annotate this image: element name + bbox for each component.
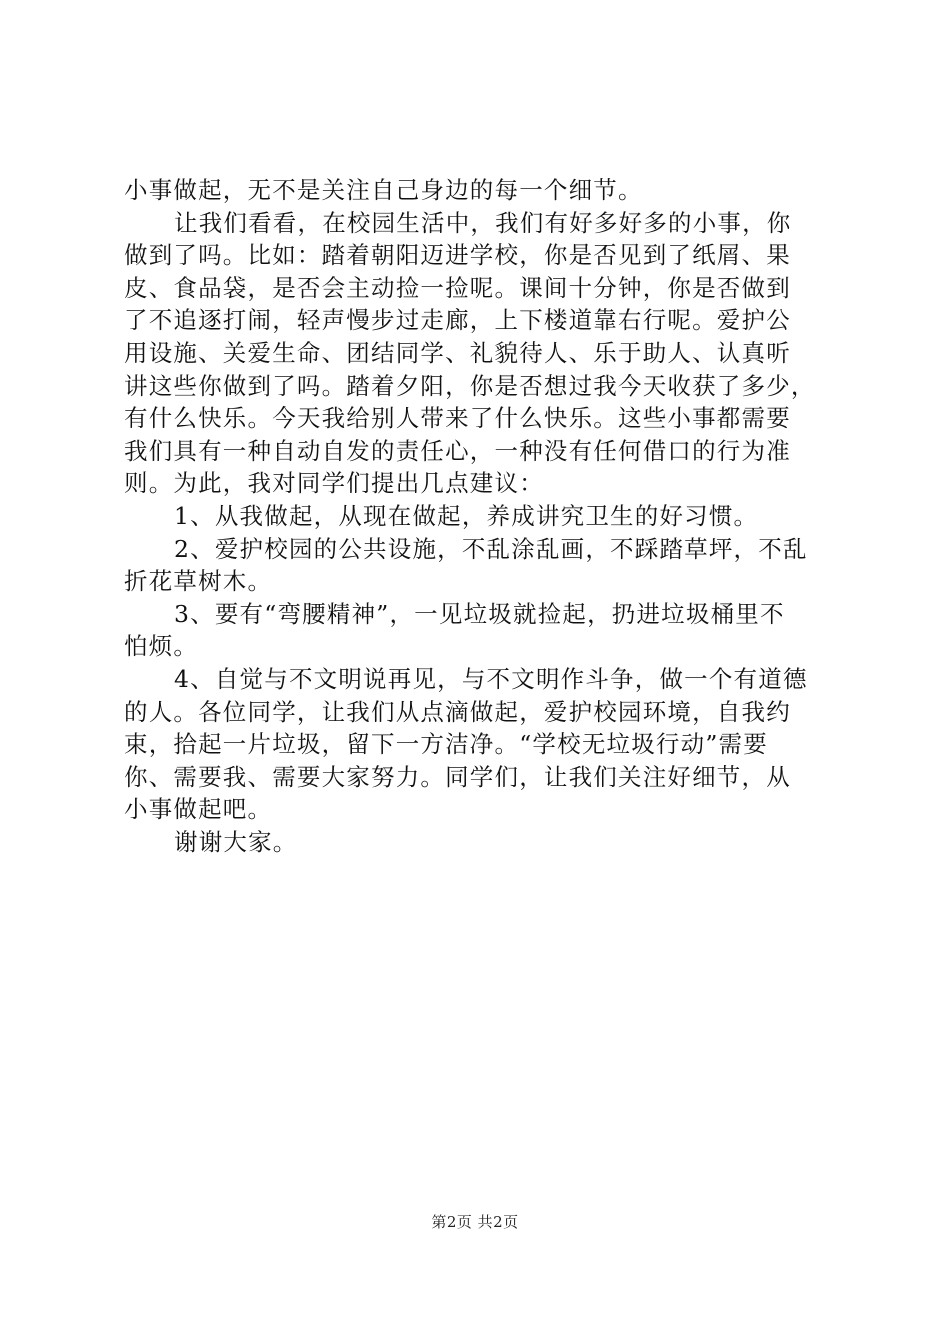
text-line: 了不追逐打闹，轻声慢步过走廊，上下楼道靠右行呢。爱护公 [124, 306, 791, 335]
text-line: 折花草树木。 [124, 567, 273, 596]
suggestion-3-line: 3、要有“弯腰精神”，一见垃圾就捡起，扔进垃圾桶里不 [174, 599, 785, 628]
text-line: 让我们看看，在校园生活中，我们有好多好多的小事，你 [174, 208, 792, 237]
text-line: 做到了吗。比如：踏着朝阳迈进学校，你是否见到了纸屑、果 [124, 241, 791, 270]
document-body [124, 174, 834, 858]
text-line: 小事做起，无不是关注自己身边的每一个细节。 [124, 176, 643, 204]
text-line: 怕烦。 [124, 632, 199, 661]
text-line: 用设施、关爱生命、团结同学、礼貌待人、乐于助人、认真听 [124, 338, 791, 367]
text-line: 有什么快乐。今天我给别人带来了什么快乐。这些小事都需要 [124, 404, 791, 433]
text-line: 束，拾起一片垃圾，留下一方洁净。“学校无垃圾行动”需要 [124, 730, 768, 759]
text-line: 皮、食品袋，是否会主动捡一捡呢。课间十分钟，你是否做到 [124, 273, 791, 302]
text-line: 的人。各位同学，让我们从点滴做起，爱护校园环境，自我约 [124, 697, 791, 726]
text-line: 讲这些你做到了吗。踏着夕阳，你是否想过我今天收获了多少， [124, 371, 816, 400]
text-line: 我们具有一种自动自发的责任心，一种没有任何借口的行为准 [124, 436, 791, 465]
suggestion-2-line: 2、爱护校园的公共设施，不乱涂乱画，不踩踏草坪，不乱 [174, 534, 808, 563]
suggestion-4-line: 4、自觉与不文明说再见，与不文明作斗争，做一个有道德 [174, 664, 808, 693]
suggestion-1-line: 1、从我做起，从现在做起，养成讲究卫生的好习惯。 [174, 501, 759, 530]
page-number-footer: 第2页 共2页 [431, 1213, 519, 1231]
text-line: 则。为此，我对同学们提出几点建议： [124, 469, 544, 498]
text-line: 小事做起吧。 [124, 795, 273, 824]
closing-line: 谢谢大家。 [174, 827, 298, 856]
text-line: 你、需要我、需要大家努力。同学们，让我们关注好细节，从 [124, 762, 791, 791]
